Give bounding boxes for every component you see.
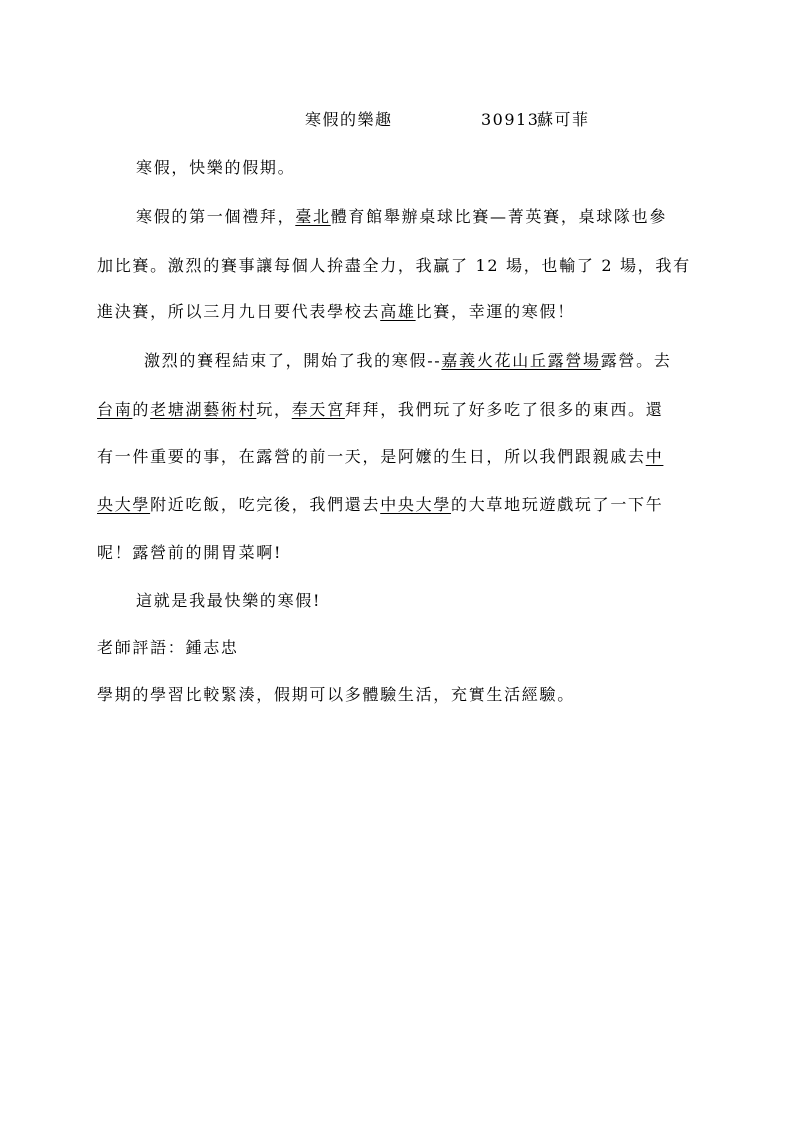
place-name: 高雄 — [380, 302, 416, 321]
closing-text: 這就是我最快樂的寒假! — [136, 591, 322, 610]
text-span: 有一件重要的事，在露營的前一天，是阿嬤的生日，所以我們跟親戚去 — [97, 447, 646, 466]
text-span: 寒假的第一個禮拜， — [136, 207, 296, 226]
teacher-comment-label — [97, 638, 697, 658]
place-name: 央大學 — [97, 495, 151, 514]
student-number: 30913 — [481, 110, 540, 129]
paragraph-2-line-5 — [97, 543, 697, 563]
place-name: 台南 — [97, 400, 133, 419]
teacher-comment — [97, 685, 697, 705]
text-span: 激烈的賽程結束了，開始了我的寒假-- — [144, 351, 442, 370]
text-span: 拜拜，我們玩了好多吃了很多的東西。還 — [344, 400, 664, 419]
comment-text: 學期的學習比較緊湊，假期可以多體驗生活，充實生活經驗。 — [97, 685, 575, 704]
text-span: 的大草地玩遊戲玩了一下午 — [451, 495, 664, 514]
place-name: 奉天宮 — [291, 400, 345, 419]
intro-line — [136, 158, 736, 178]
text-span: 比賽，幸運的寒假！ — [415, 302, 575, 321]
place-name: 臺北 — [295, 207, 331, 226]
text-span: 的 — [132, 400, 151, 419]
paragraph-1-line-3 — [97, 302, 697, 322]
paragraph-1-line-2 — [97, 256, 697, 276]
text-span: 玩， — [256, 400, 292, 419]
text-span: 露營。去 — [600, 351, 672, 370]
place-name: 中央大學 — [380, 495, 452, 514]
text-span: 呢！露營前的開胃菜啊! — [97, 543, 283, 562]
paragraph-2-line-1 — [144, 351, 744, 371]
place-name: 中 — [645, 447, 664, 466]
closing-line — [136, 591, 736, 611]
paragraph-2-line-2 — [97, 400, 697, 420]
place-name: 老塘湖藝術村 — [150, 400, 257, 419]
text-span: 附近吃飯，吃完後，我們還去 — [150, 495, 381, 514]
text-span: 進決賽，所以三月九日要代表學校去 — [97, 302, 381, 321]
text-span: 加比賽。激烈的賽事讓每個人拚盡全力，我贏了 12 場，也輸了 2 場，我有 — [97, 256, 691, 275]
paragraph-2-line-4 — [97, 495, 697, 515]
paragraph-1-line-1 — [136, 207, 736, 227]
intro-text: 寒假，快樂的假期。 — [136, 158, 296, 177]
comment-label-text: 老師評語：鍾志忠 — [97, 638, 239, 657]
place-name: 嘉義火花山丘露營場 — [441, 351, 601, 370]
author-name: 蘇可菲 — [537, 110, 590, 129]
paragraph-2-line-3 — [97, 447, 697, 467]
essay-title: 寒假的樂趣 — [305, 110, 393, 129]
text-span: 體育館舉辦桌球比賽—菁英賽，桌球隊也參 — [330, 207, 668, 226]
